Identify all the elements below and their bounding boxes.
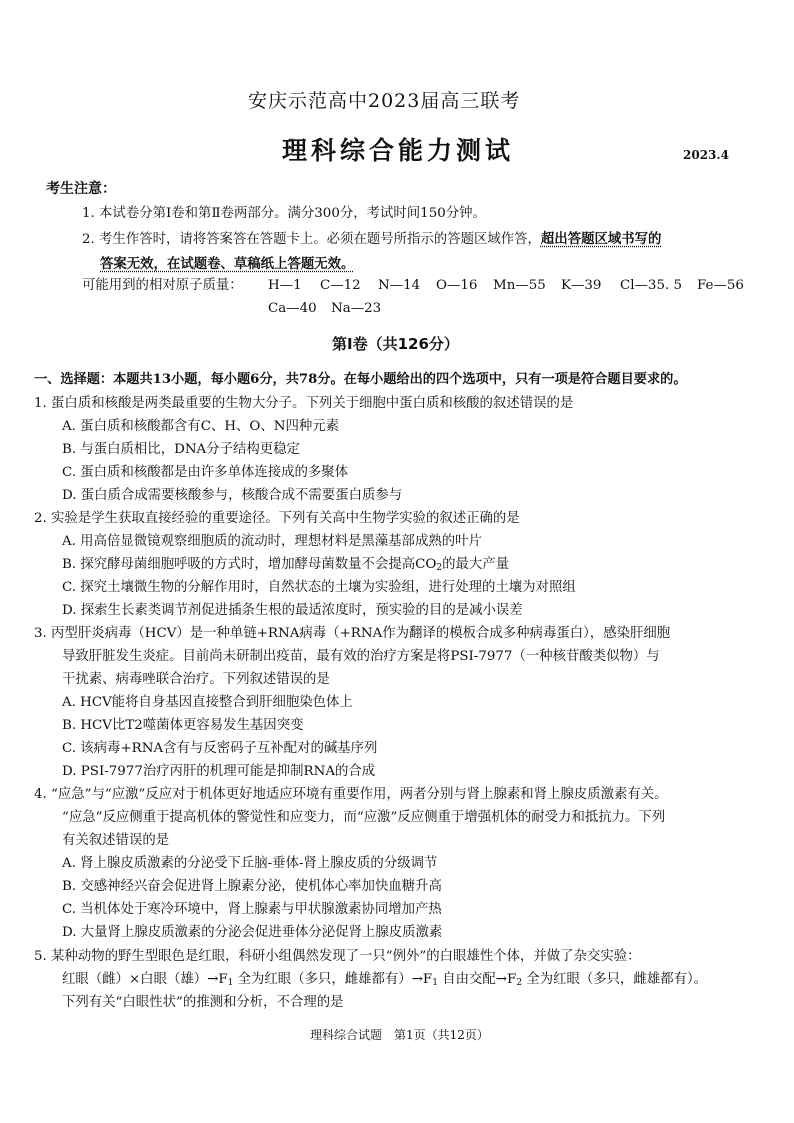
exam-date: 2023.4 <box>683 148 729 162</box>
question-2-option-c: C. 探究土壤微生物的分解作用时，自然状态的土壤为实验组，进行处理的土壤为对照组 <box>62 580 576 595</box>
question-4-option-b: B. 交感神经兴奋会促进肾上腺素分泌，使机体心率加快血糖升高 <box>62 879 442 894</box>
question-1-option-d: D. 蛋白质合成需要核酸参与，核酸合成不需要蛋白质参与 <box>62 488 403 503</box>
question-2-stem: 2. 实验是学生获取直接经验的重要途径。下列有关高中生物学实验的叙述正确的是 <box>34 511 520 526</box>
question-3-stem-line-1: 3. 丙型肝炎病毒（HCV）是一种单链+RNA病毒（+RNA作为翻译的模板合成多种病毒蛋白），感染肝细胞 <box>34 626 671 641</box>
question-4-option-c: C. 当机体处于寒冷环境中，肾上腺素与甲状腺激素协同增加产热 <box>62 902 442 917</box>
question-4-option-a: A. 肾上腺皮质激素的分泌受下丘脑-垂体-肾上腺皮质的分级调节 <box>62 856 438 871</box>
question-2-option-b-text: B. 探究酵母菌细胞呼吸的方式时，增加酵母菌数量不会提高CO <box>62 557 437 572</box>
question-3-option-c: C. 该病毒+RNA含有与反密码子互补配对的碱基序列 <box>62 741 378 756</box>
question-3-option-b: B. HCV比T2噬菌体更容易发生基因突变 <box>62 718 304 733</box>
cross-text: 自由交配→F <box>437 972 517 987</box>
subscript: 1 <box>227 978 234 988</box>
atomic-mass-item: Ca—40 <box>268 301 317 316</box>
atomic-mass-item: Cl—35. 5 <box>620 278 682 293</box>
atomic-mass-item: H—1 <box>268 278 302 293</box>
atomic-mass-item: Fe—56 <box>697 278 744 293</box>
atomic-mass-item: Mn—55 <box>493 278 546 293</box>
question-2-option-b <box>62 556 509 577</box>
subscript: 2 <box>516 978 523 988</box>
atomic-mass-item: K—39 <box>561 278 602 293</box>
notes-item-2-text: 2. 考生作答时，请将答案答在答题卡上。必须在题号所指示的答题区域作答， <box>82 232 541 247</box>
question-2-option-d: D. 探索生长素类调节剂促进插条生根的最适浓度时，预实验的目的是减小误差 <box>62 603 523 618</box>
subscript: 2 <box>436 563 443 573</box>
question-3-stem-line-3: 干扰素、病毒唑联合治疗。下列叙述错误的是 <box>62 672 330 687</box>
notes-item-2 <box>82 230 661 249</box>
exam-title: 理科综合能力测试 <box>282 136 515 165</box>
question-1-option-b: B. 与蛋白质相比，DNA分子结构更稳定 <box>62 442 300 457</box>
question-5-stem-line-1: 5. 某种动物的野生型眼色是红眼，科研小组偶然发现了一只“例外”的白眼雄性个体，并做了杂交实验： <box>34 949 641 964</box>
subscript: 1 <box>432 978 438 988</box>
school-title: 安庆示范高中2023届高三联考 <box>248 90 521 112</box>
question-1-option-a: A. 蛋白质和核酸都含有C、H、O、N四种元素 <box>62 419 340 434</box>
question-3-option-a: A. HCV能将自身基因直接整合到肝细胞染色体上 <box>62 695 353 710</box>
question-4-stem-line-3: 有关叙述错误的是 <box>62 833 170 848</box>
atomic-mass-item: O—16 <box>436 278 478 293</box>
question-3-option-d: D. PSI-7977治疗丙肝的机理可能是抑制RNA的合成 <box>62 764 376 779</box>
cross-text: 全为红眼（多只，雌雄都有）→F <box>233 972 433 987</box>
question-4-stem-line-1: 4. “应急”与“应激”反应对于机体更好地适应环境有重要作用，两者分别与肾上腺素和肾上腺皮质激素有关。 <box>34 787 668 802</box>
atomic-mass-label: 可能用到的相对原子质量： <box>82 278 243 293</box>
question-1-option-c: C. 蛋白质和核酸都是由许多单体连接成的多聚体 <box>62 465 349 480</box>
atomic-mass-item: N—14 <box>378 278 421 293</box>
atomic-mass-item: C—12 <box>320 278 361 293</box>
question-4-stem-line-2: “应急”反应侧重于提高机体的警觉性和应变力，而“应激”反应侧重于增强机体的耐受力和抵抗力。下列 <box>62 810 666 825</box>
cross-text: 红眼（雌）×白眼（雄）→F <box>62 972 228 987</box>
question-5-stem-line-2 <box>62 971 707 992</box>
question-1-stem: 1. 蛋白质和核酸是两类最重要的生物大分子。下列关于细胞中蛋白质和核酸的叙述错误的是 <box>34 396 574 411</box>
question-2-option-b-text-end: 的最大产量 <box>442 557 510 572</box>
page-footer: 理科综合试题 第1页（共12页） <box>310 1028 489 1042</box>
section-title: 第Ⅰ卷（共126分） <box>332 335 459 353</box>
question-3-stem-line-2: 导致肝脏发生炎症。目前尚未研制出疫苗，最有效的治疗方案是将PSI-7977（一种核苷酸类似物）与 <box>62 649 660 664</box>
cross-text: 全为红眼（多只，雌雄都有）。 <box>522 972 708 987</box>
question-4-option-d: D. 大量肾上腺皮质激素的分泌会促进垂体分泌促肾上腺皮质激素 <box>62 925 443 940</box>
notes-heading: 考生注意： <box>46 181 116 197</box>
notes-item-1: 1. 本试卷分第Ⅰ卷和第Ⅱ卷两部分。满分300分，考试时间150分钟。 <box>82 206 486 221</box>
notes-item-2-emphasis: 超出答题区域书写的 <box>540 231 662 247</box>
question-2-option-a: A. 用高倍显微镜观察细胞质的流动时，理想材料是黑藻基部成熟的叶片 <box>62 534 482 549</box>
atomic-mass-item: Na—23 <box>331 301 382 316</box>
question-5-stem-line-3: 下列有关“白眼性状”的推测和分析，不合理的是 <box>62 995 344 1010</box>
section-instructions: 一、选择题：本题共13小题，每小题6分，共78分。在每小题给出的四个选项中，只有一项是符合题目要求的。 <box>34 372 687 387</box>
notes-item-2-continued: 答案无效，在试题卷、草稿纸上答题无效。 <box>100 256 355 272</box>
